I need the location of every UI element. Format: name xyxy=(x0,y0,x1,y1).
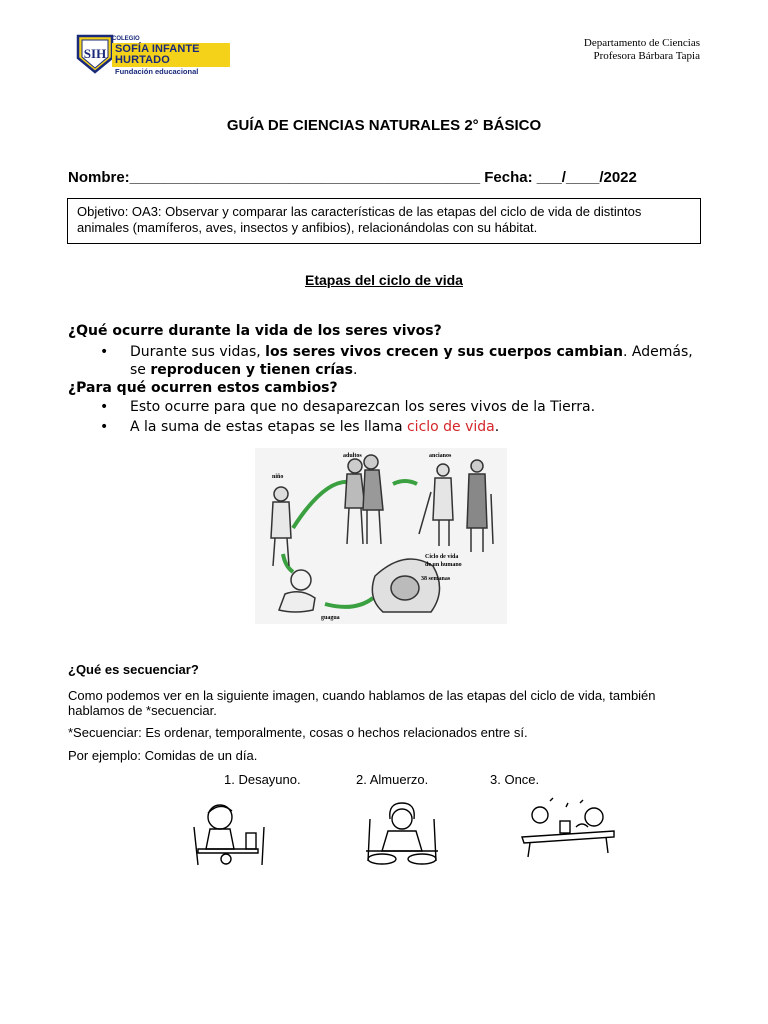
bullet-bold-text: reproducen y tienen crías xyxy=(150,362,353,378)
bullet-text: A la suma de estas etapas se les llama xyxy=(130,419,407,435)
fecha-label: Fecha: xyxy=(484,169,533,186)
department-info xyxy=(584,37,700,62)
bullet-bold-text: los seres vivos crecen y sus cuerpos cambian xyxy=(265,344,624,360)
paragraph-definition: *Secuenciar: Es ordenar, temporalmente, cosas o hechos relacionados entre sí. xyxy=(68,725,528,740)
meal-lunch: 2. Almuerzo. xyxy=(356,772,429,787)
bullet-text: . Además, se xyxy=(130,344,693,378)
bullet-text: . xyxy=(494,419,500,435)
lunch-drawing xyxy=(362,797,442,869)
label-adultos: adultos xyxy=(343,453,362,459)
objective-box: Objetivo: OA3: Observar y comparar las características de las etapas del ciclo de vida de distintos animales (mamíferos, aves, insectos y anfibios), relacionándolas con su hábitat. xyxy=(67,198,701,244)
bullet-growth xyxy=(100,343,705,379)
label-ancianos: ancianos xyxy=(429,453,452,459)
department-name: Departamento de Ciencias xyxy=(583,37,700,49)
question-life: ¿Qué ocurre durante la vida de los seres vivos? xyxy=(68,323,442,339)
paragraph-example: Por ejemplo: Comidas de un día. xyxy=(68,748,258,763)
bullet-dot: • xyxy=(100,419,109,435)
bullet-text: Esto ocurre para que no desaparezcan los seres vivos de la Tierra. xyxy=(130,399,596,415)
meal-once: 3. Once. xyxy=(490,772,540,787)
logo-small-text: COLEGIO xyxy=(112,36,140,42)
breakfast-drawing xyxy=(192,797,270,867)
section-subtitle: Etapas del ciclo de vida xyxy=(305,272,463,288)
bullet-text: Durante sus vidas, xyxy=(130,344,266,360)
once-drawing xyxy=(520,797,616,859)
bullet-dot: • xyxy=(100,344,109,360)
name-date-line xyxy=(68,169,698,186)
bullet-dot: • xyxy=(100,399,109,415)
nombre-blank: __________________________________________ xyxy=(129,169,481,186)
logo-subtitle: Fundación educacional xyxy=(115,67,199,76)
nombre-label: Nombre: xyxy=(68,169,130,186)
life-cycle-highlight: ciclo de vida xyxy=(406,419,495,435)
label-ciclo-2: de un humano xyxy=(425,562,462,568)
bullet-life-cycle xyxy=(100,418,705,436)
logo-monogram: SIH xyxy=(83,46,107,61)
label-semanas: 38 semanas xyxy=(421,576,451,582)
bullet-survival xyxy=(100,398,705,416)
logo-text xyxy=(112,36,230,76)
fecha-blank: ___/____/2022 xyxy=(532,169,637,186)
meal-breakfast: 1. Desayuno. xyxy=(224,772,301,787)
question-sequence: ¿Qué es secuenciar? xyxy=(68,662,199,677)
page-title: GUÍA DE CIENCIAS NATURALES 2° BÁSICO xyxy=(226,117,542,134)
label-nino: niño xyxy=(272,474,284,480)
label-guagua: guagua xyxy=(321,615,340,621)
human-life-cycle-illustration xyxy=(255,448,507,624)
logo-school-name: SOFÍA INFANTE HURTADO xyxy=(112,43,230,67)
label-ciclo-1: Ciclo de vida xyxy=(425,554,459,560)
paragraph-sequence: Como podemos ver en la siguiente imagen, cuando hablamos de las etapas del ciclo de vida, también hablamos de *secuenciar. xyxy=(68,688,656,718)
bullet-text: . xyxy=(353,362,358,378)
question-why: ¿Para qué ocurren estos cambios? xyxy=(68,380,338,396)
teacher-name: Profesora Bárbara Tapia xyxy=(593,49,700,62)
